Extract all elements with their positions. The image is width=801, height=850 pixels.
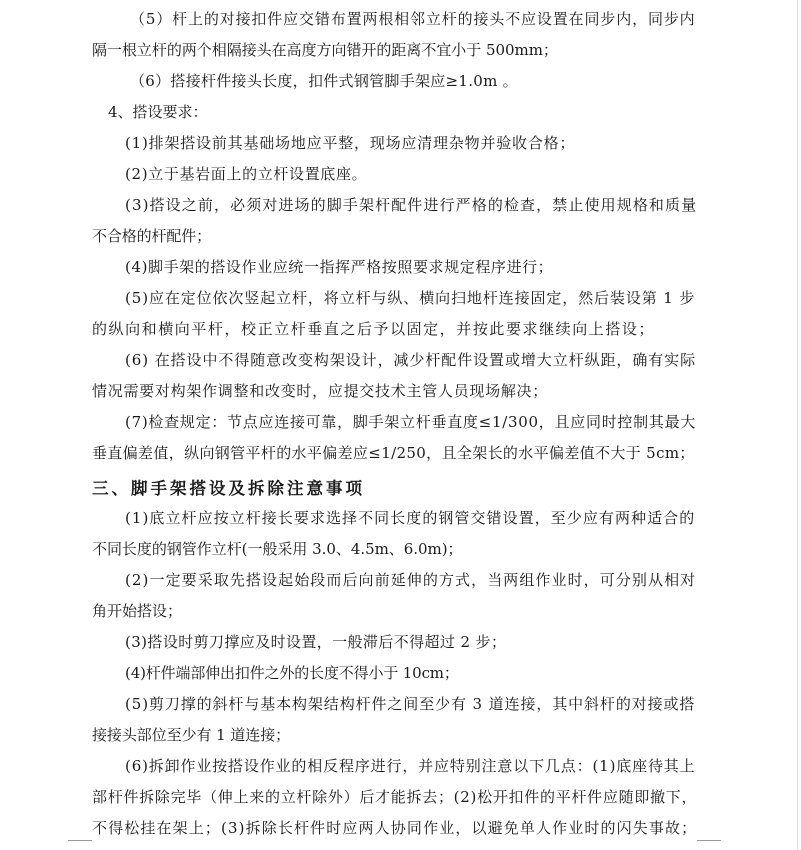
text-line: (5)剪刀撑的斜杆与基本构架结构杆件之间至少有 3 道连接，其中斜杆的对接或搭: [125, 695, 696, 713]
section-heading: 三、脚手架搭设及拆除注意事项: [92, 479, 365, 498]
text-line: （5）杆上的对接扣件应交错布置两根相邻立杆的接头不应设置在同步内，同步内: [130, 10, 696, 28]
text-line: 部杆件拆除完毕（伸上来的立杆除外）后才能拆去；(2)松开扣件的平杆件应随即撤下，: [92, 788, 698, 806]
text-line: (4)杆件端部伸出扣件之外的长度不得小于 10cm；: [125, 664, 459, 682]
text-line: (7)检查规定：节点应连接可靠，脚手架立杆垂直度≤1/300，且应同时控制其最大: [125, 413, 697, 431]
text-line: 不合格的杆配件；: [92, 227, 212, 245]
text-line: 情况需要对构架作调整和改变时，应提交技术主管人员现场解决；: [92, 382, 548, 400]
text-line: 不得松挂在架上；(3)拆除长杆件时应两人协同作业，以避免单人作业时的闪失事故；: [92, 819, 698, 837]
text-line: （6）搭接杆件接头长度，扣件式钢管脚手架应≥1.0m 。: [130, 72, 518, 90]
text-line: (2)立于基岩面上的立杆设置底座。: [125, 165, 368, 183]
text-line: (6)拆卸作业按搭设作业的相反程序进行，并应特别注意以下几点：(1)底座待其上: [125, 757, 696, 775]
text-line: 不同长度的钢管作立杆(一般采用 3.0、4.5m、6.0m)；: [92, 540, 463, 558]
text-line: (5)应在定位依次竖起立杆，将立杆与纵、横向扫地杆连接固定，然后装设第 1 步: [125, 289, 696, 307]
text-line: (3)搭设时剪刀撑应及时设置，一般滞后不得超过 2 步；: [125, 633, 507, 651]
page-corner-mark-right: [697, 840, 721, 841]
text-line: (1)排架搭设前其基础场地应平整，现场应清理杂物并验收合格；: [125, 134, 576, 152]
page-edge-divider: [797, 0, 798, 850]
text-line: (2)一定要采取先搭设起始段而后向前延伸的方式，当两组作业时，可分别从相对: [125, 571, 697, 589]
page-corner-mark-left: [68, 840, 92, 841]
text-line: (6) 在搭设中不得随意改变构架设计，减少杆配件设置或增大立杆纵距，确有实际: [125, 351, 697, 369]
text-line: 的纵向和横向平杆，校正立杆垂直之后予以固定，并按此要求继续向上搭设；: [92, 320, 656, 338]
text-line: (3)搭设之前，必须对进场的脚手架杆配件进行严格的检查，禁止使用规格和质量: [125, 196, 698, 214]
text-line: 垂直偏差值，纵向钢管平杆的水平偏差应≤1/250，且全架长的水平偏差值不大于 5cm；: [92, 444, 695, 462]
text-line: 角开始搭设；: [92, 602, 183, 620]
text-line: (1)底立杆应按立杆接长要求选择不同长度的钢管交错设置，至少应有两种适合的: [125, 509, 696, 527]
text-line: 4、搭设要求：: [108, 103, 208, 121]
text-line: 隔一根立杆的两个相隔接头在高度方向错开的距离不宜小于 500mm；: [92, 41, 558, 59]
text-line: (4)脚手架的搭设作业应统一指挥严格按照要求规定程序进行；: [125, 258, 554, 276]
text-line: 接接头部位至少有 1 道连接；: [92, 726, 291, 744]
